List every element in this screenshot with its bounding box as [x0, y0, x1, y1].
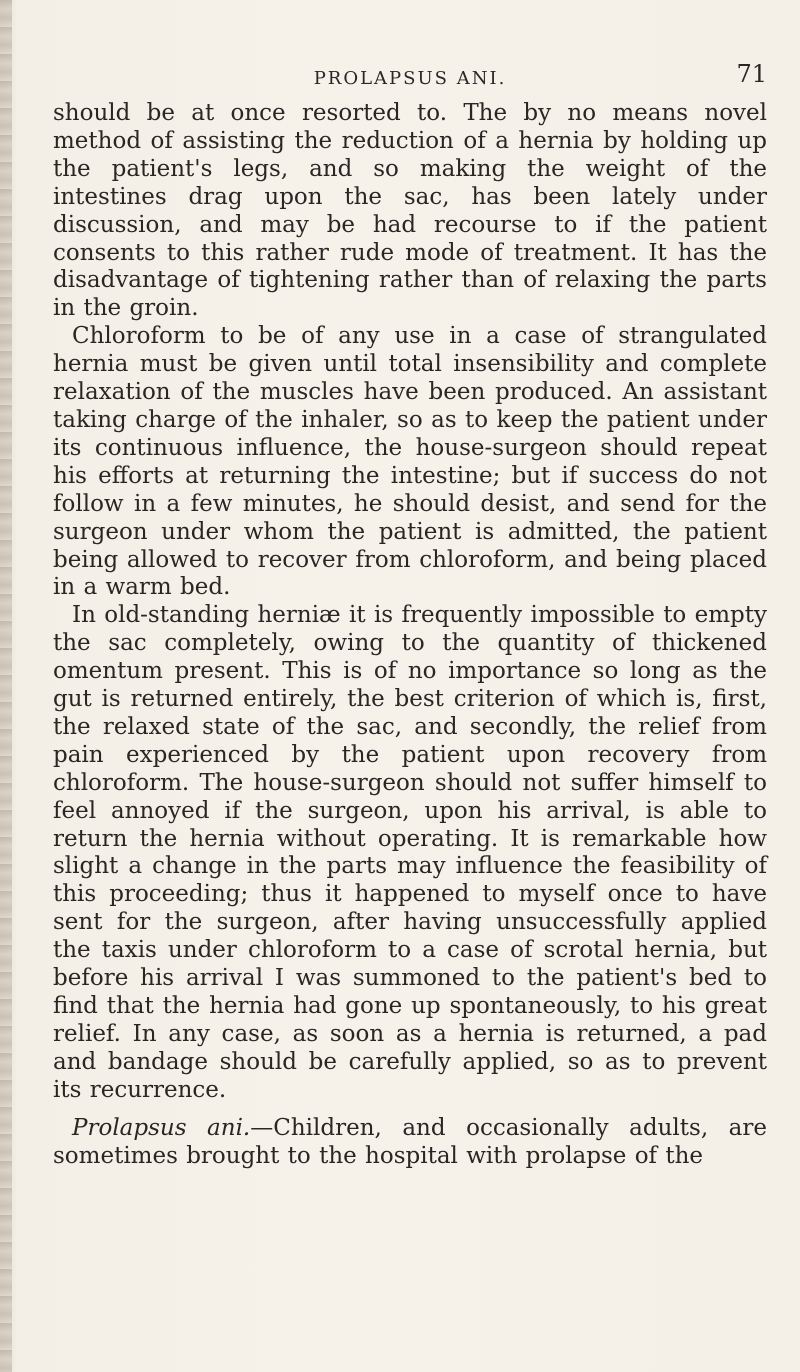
paragraph-prolapsus-ani	[53, 1115, 767, 1171]
page-number: 71	[736, 60, 767, 88]
running-head	[53, 60, 767, 94]
page-content	[53, 60, 767, 1170]
paragraph-continuation: should be at once resorted to. The by no means novel method of assisting the reduction of a hernia by holding up the patient's legs, and so making the weight of the intestines drag upon the sac, has been lately under discussion, and may be had recourse to if the patient consents to this rather rude mode of treatment. It has the disadvantage of tightening rather than of relaxing the parts in the groin.	[53, 100, 767, 322]
running-title: PROLAPSUS ANI.	[313, 68, 507, 89]
paragraph-old-standing-herniae: In old-standing herniæ it is frequently impossible to empty the sac completely, owing to the quantity of thickened omentum present. This is of no importance so long as the gut is returned entirely, the best criterion of which is, first, the relaxed state of the sac, and secondly, the relief from pain experienced by the patient upon recovery from chloroform. The house-surgeon should not suffer himself to feel annoyed if the surgeon, upon his arrival, is able to return the hernia without operating. It is remarkable how slight a change in the parts may influence the feasibility of this proceeding; thus it happened to myself once to have sent for the surgeon, after having unsuccessfully applied the taxis under chloroform to a case of scrotal hernia, but before his arrival I was summoned to the patient's bed to find that the hernia had gone up spontaneously, to his great relief. In any case, as soon as a hernia is returned, a pad and bandage should be carefully applied, so as to prevent its recurrence.	[53, 602, 767, 1103]
book-binding-edge	[0, 0, 12, 1372]
section-heading-prolapsus-ani: Prolapsus ani.	[72, 1114, 251, 1141]
paragraph-chloroform: Chloroform to be of any use in a case of strangulated hernia must be given until total insensibility and complete relaxation of the muscles have been produced. An assistant taking charge of the inhaler, so as to keep the patient under its continuous influence, the house-surgeon should repeat his efforts at returning the intestine; but if success do not follow in a few minutes, he should desist, and send for the surgeon under whom the patient is admitted, the patient being allowed to recover from chloroform, and being placed in a warm bed.	[53, 323, 767, 601]
section-gap	[53, 1105, 767, 1115]
paragraph-prolapsus-ani-text: —Children, and occasionally adults, are sometimes brought to the hospital with prolapse of the	[53, 1114, 767, 1169]
